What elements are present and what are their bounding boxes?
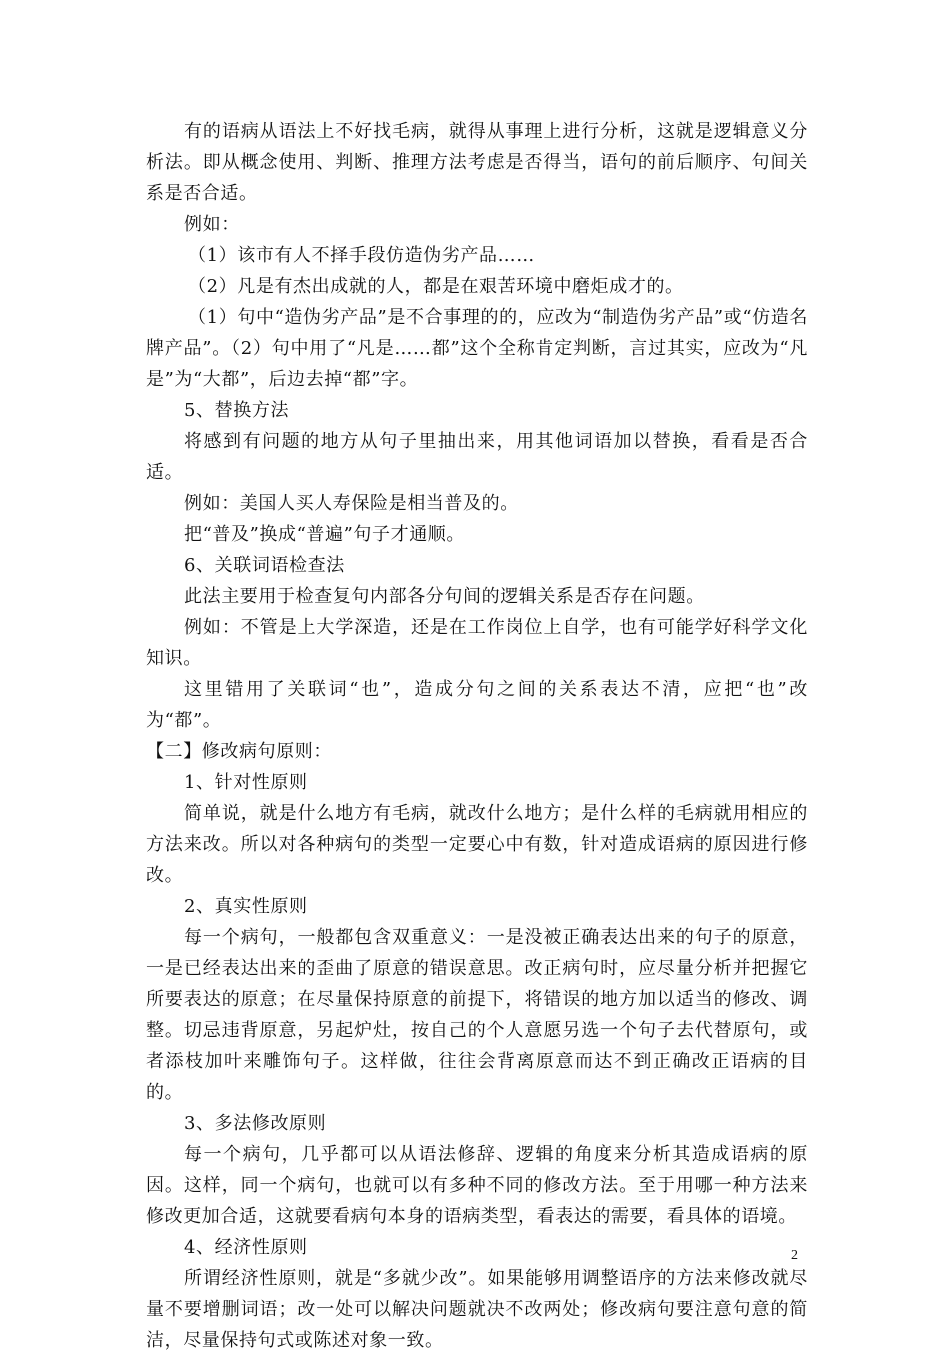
- heading-targeted-principle: 1、针对性原则: [184, 772, 308, 793]
- example-conjunction: 例如：不管是上大学深造，还是在工作岗位上自学，也有可能学好科学文化知识。: [146, 617, 808, 669]
- paragraph-targeted: 简单说，就是什么地方有毛病，就改什么地方；是什么样的毛病就用相应的方法来改。所以对各种病句的类型一定要心中有数，针对造成语病的原因进行修改。: [146, 803, 808, 886]
- paragraph-replacement: 将感到有问题的地方从句子里抽出来，用其他词语加以替换，看看是否合适。: [146, 431, 808, 483]
- heading-economy-principle: 4、经济性原则: [184, 1237, 308, 1258]
- heading-authenticity-principle: 2、真实性原则: [184, 896, 308, 917]
- paragraph-authenticity: 每一个病句，一般都包含双重意义：一是没被正确表达出来的句子的原意，一是已经表达出来的歪曲了原意的错误意思。改正病句时，应尽量分析并把握它所要表达的原意；在尽量保持原意的前提下，将错误的地方加以适当的修改、调整。切忌违背原意，另起炉灶，按自己的个人意愿另选一个句子去代替原句，或者添枝加叶来雕饰句子。这样做，往往会背离原意而达不到正确改正语病的目的。: [146, 927, 808, 1103]
- explanation-replacement: 把“普及”换成“普遍”句子才通顺。: [184, 524, 466, 545]
- explanation-conjunction: 这里错用了关联词“也”，造成分句之间的关系表达不清，应把“也”改为“都”。: [146, 679, 808, 731]
- section-heading-principles: 【二】修改病句原则：: [146, 741, 332, 762]
- paragraph-logic-method: 有的语病从语法上不好找毛病，就得从事理上进行分析，这就是逻辑意义分析法。即从概念使用、判断、推理方法考虑是否得当，语句的前后顺序、句间关系是否合适。: [146, 121, 808, 204]
- page-number: 2: [791, 1248, 798, 1263]
- heading-replacement-method: 5、替换方法: [184, 400, 290, 421]
- paragraph-conjunction: 此法主要用于检查复句内部各分句间的逻辑关系是否存在问题。: [184, 586, 705, 607]
- heading-conjunction-check: 6、关联词语检查法: [184, 555, 345, 576]
- example-sentence-1: （1）该市有人不择手段仿造伪劣产品……: [188, 245, 535, 266]
- paragraph-economy: 所谓经济性原则，就是“多就少改”。如果能够用调整语序的方法来修改就尽量不要增删词语；改一处可以解决问题就决不改两处；修改病句要注意句意的简洁，尽量保持句式或陈述对象一致。: [146, 1268, 808, 1351]
- paragraph-multi-method: 每一个病句，几乎都可以从语法修辞、逻辑的角度来分析其造成语病的原因。这样，同一个病句，也就可以有多种不同的修改方法。至于用哪一种方法来修改更加合适，这就要看病句本身的语病类型，看表达的需要，看具体的语境。: [146, 1144, 808, 1227]
- example-explanation: （1）句中“造伪劣产品”是不合事理的的，应改为“制造伪劣产品”或“仿造名牌产品”。（2）句中用了“凡是……都”这个全称肯定判断，言过其实，应改为“凡是”为“大都”，后边去掉“都”字。: [146, 307, 808, 390]
- heading-multi-method-principle: 3、多法修改原则: [184, 1113, 327, 1134]
- body-text: [146, 116, 808, 1356]
- example-sentence-2: （2）凡是有杰出成就的人，都是在艰苦环境中磨炬成才的。: [188, 276, 684, 297]
- example-replacement: 例如：美国人买人寿保险是相当普及的。: [184, 493, 519, 514]
- example-label: 例如：: [184, 214, 240, 235]
